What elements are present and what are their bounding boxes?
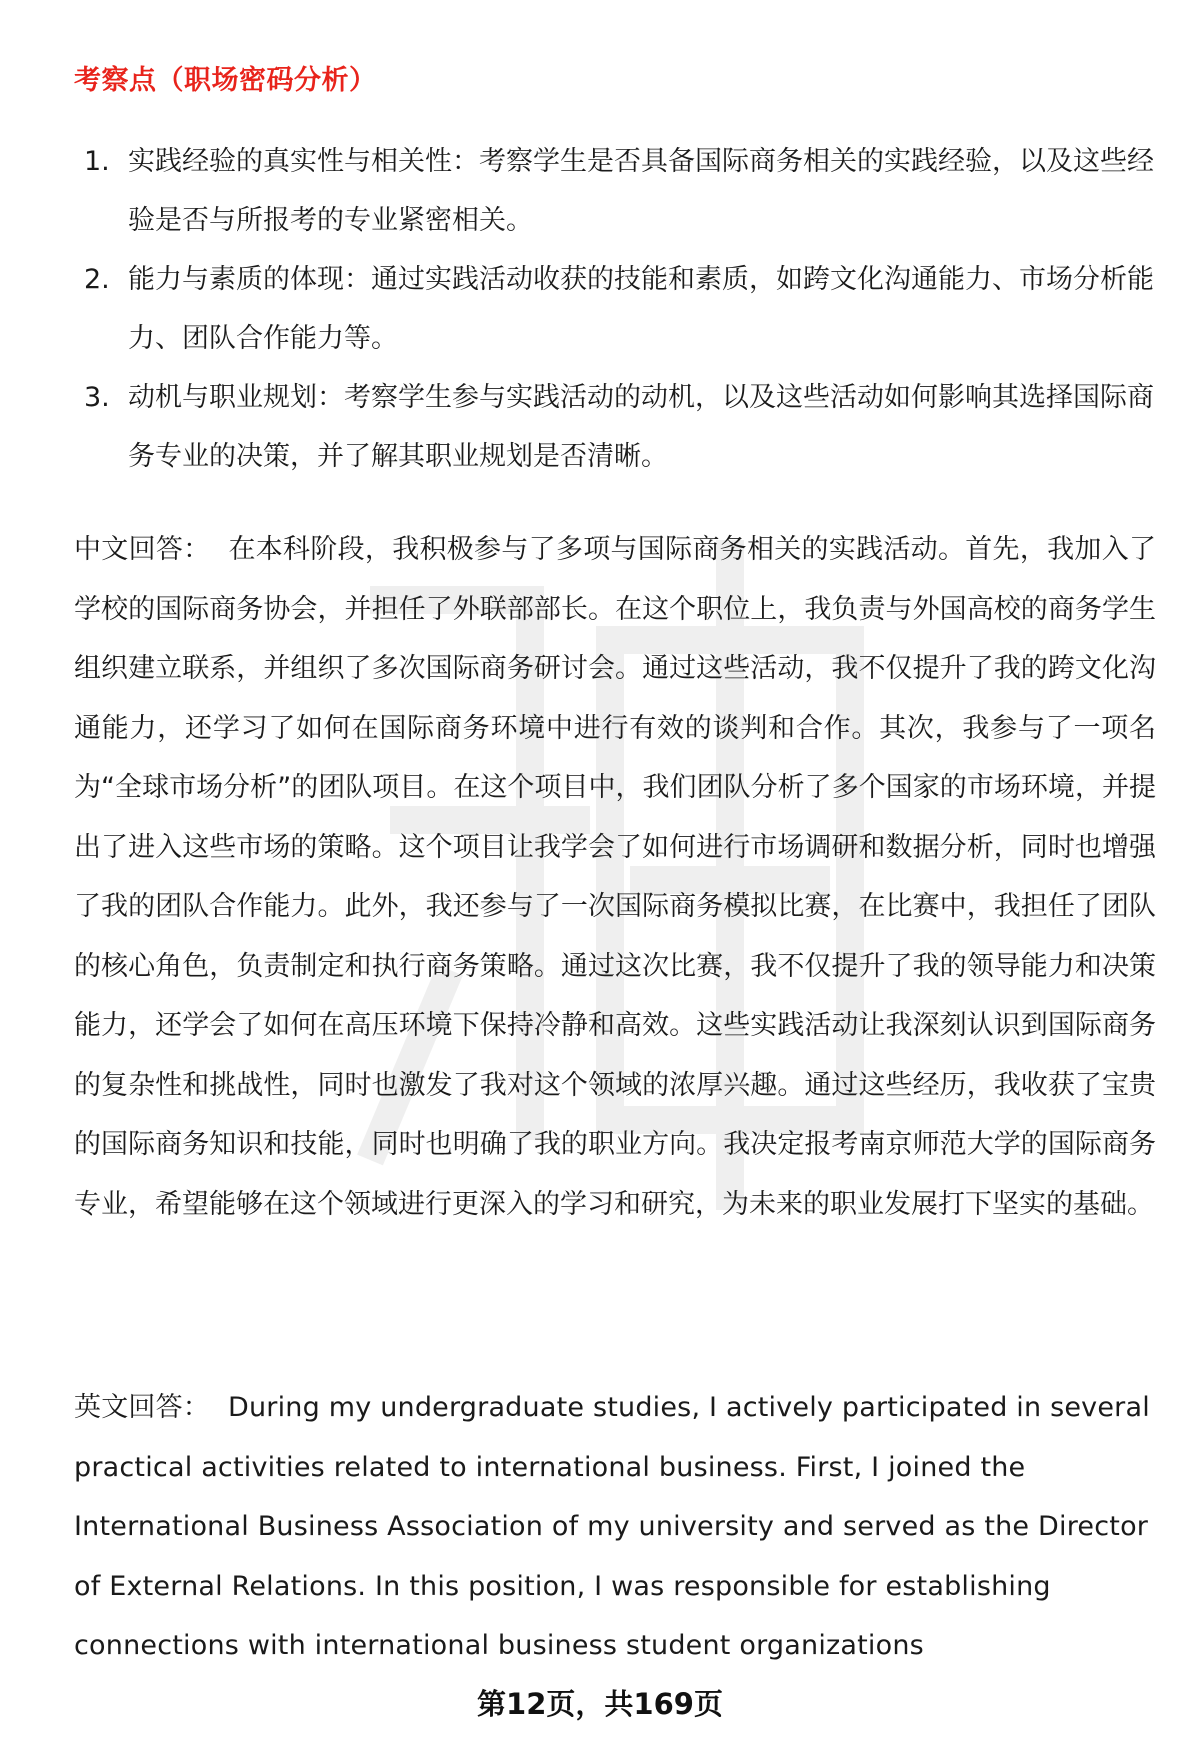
- list-item: [74, 368, 1154, 486]
- list-item-number: 2.: [84, 264, 110, 295]
- chinese-answer-text: 在本科阶段，我积极参与了多项与国际商务相关的实践活动。首先，我加入了学校的国际商务协会，并担任了外联部部长。在这个职位上，我负责与外国高校的商务学生组织建立联系，并组织了多次国际商务研讨会。通过这些活动，我不仅提升了我的跨文化沟通能力，还学习了如何在国际商务环境中进行有效的谈判和合作。其次，我参与了一项名为“全球市场分析”的团队项目。在这个项目中，我们团队分析了多个国家的市场环境，并提出了进入这些市场的策略。这个项目让我学会了如何进行市场调研和数据分析，同时也增强了我的团队合作能力。此外，我还参与了一次国际商务模拟比赛，在比赛中，我担任了团队的核心角色，负责制定和执行商务策略。通过这次比赛，我不仅提升了我的领导能力和决策能力，还学会了如何在高压环境下保持冷静和高效。这些实践活动让我深刻认识到国际商务的复杂性和挑战性，同时也激发了我对这个领域的浓厚兴趣。通过这些经历，我收获了宝贵的国际商务知识和技能，同时也明确了我的职业方向。我决定报考南京师范大学的国际商务专业，希望能够在这个领域进行更深入的学习和研究，为未来的职业发展打下坚实的基础。: [74, 534, 1157, 1220]
- exam-points-list: [74, 132, 1154, 486]
- chinese-answer-paragraph: [74, 520, 1156, 1234]
- english-answer-text: During my undergraduate studies, I actively participated in several practical activities related to international business. First, I joined the International Business Association of my university and served as the Director of External Relations. In this position, I was responsible for establishing connections with international business student organizations: [74, 1392, 1150, 1661]
- page-number-footer: 第12页，共169页: [477, 1687, 723, 1721]
- chinese-answer-label: 中文回答：: [74, 534, 211, 565]
- list-item-text: 动机与职业规划：考察学生参与实践活动的动机，以及这些活动如何影响其选择国际商务专业的决策，并了解其职业规划是否清晰。: [128, 382, 1154, 472]
- english-answer-label: 英文回答：: [74, 1392, 210, 1423]
- list-item: [74, 250, 1154, 368]
- english-answer-paragraph: [74, 1378, 1156, 1676]
- list-item-number: 3.: [84, 382, 110, 413]
- section-title: 考察点（职场密码分析）: [74, 65, 377, 96]
- list-item-text: 能力与素质的体现：通过实践活动收获的技能和素质，如跨文化沟通能力、市场分析能力、团队合作能力等。: [128, 264, 1154, 354]
- list-item-text: 实践经验的真实性与相关性：考察学生是否具备国际商务相关的实践经验，以及这些经验是否与所报考的专业紧密相关。: [128, 146, 1154, 236]
- list-item: [74, 132, 1154, 250]
- list-item-number: 1.: [84, 146, 110, 177]
